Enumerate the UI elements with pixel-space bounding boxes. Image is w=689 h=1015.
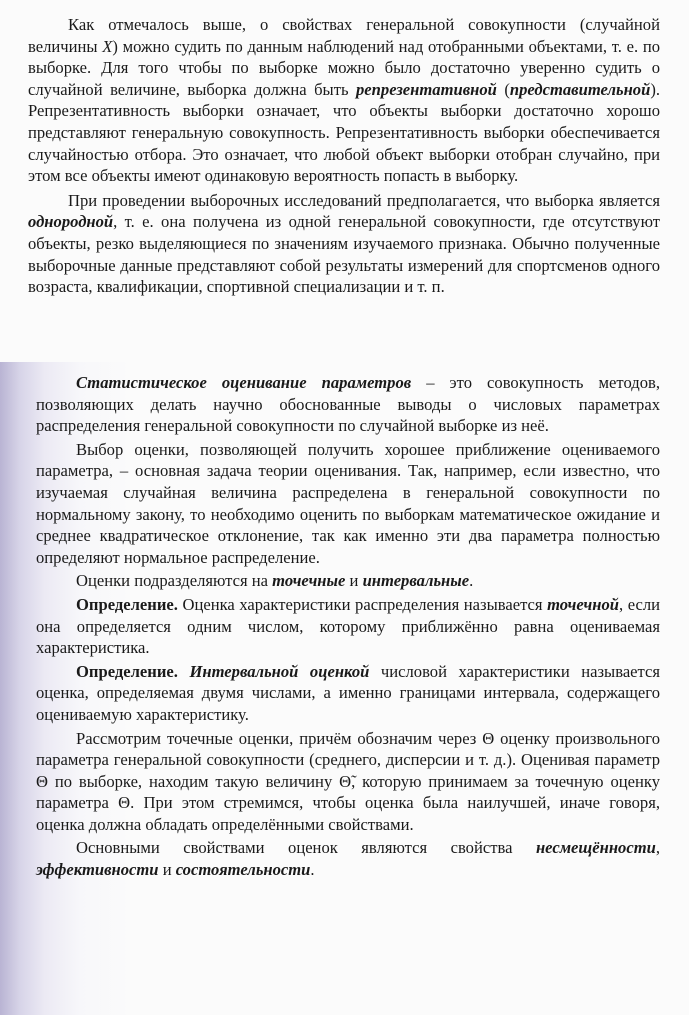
paragraph	[36, 728, 660, 836]
text-run: Определение.	[76, 594, 178, 614]
text-run: При проведении выборочных исследований предполагается, что выборка является	[68, 190, 660, 210]
text-run: .	[469, 571, 474, 591]
text-run: (	[496, 79, 510, 99]
text-run: .	[310, 860, 315, 880]
text-run: состоятельности	[175, 860, 311, 880]
text-run: Как отмечалось выше, о свойствах генеральной совокупности (случайной величины	[28, 15, 660, 56]
text-run: Статистическое оценивание параметров	[76, 373, 412, 392]
paragraph	[36, 661, 660, 726]
bottom-text-block	[36, 372, 660, 883]
paragraph	[28, 190, 660, 298]
text-run: несмещённости	[535, 838, 656, 858]
top-text-block	[28, 14, 660, 298]
paragraph	[28, 14, 660, 187]
text-run: ,	[655, 838, 660, 858]
text-run: Определение.	[76, 661, 178, 681]
paragraph	[36, 439, 660, 569]
paragraph	[36, 837, 660, 880]
text-run: Интервальной оценкой	[189, 661, 370, 681]
text-run: числовой характеристики называется оценка, определяемая двумя числами, а именно границами интервала, содержащего оцениваемую характеристику.	[36, 661, 661, 724]
text-run: ) можно судить по данным наблюдений над отобранными объектами, т. е. по выборке. Для того чтобы по выборке можно было достаточно уверенно судить о случайной величине, выборка должна быть	[28, 36, 660, 99]
text-run: – это совокупность методов, позволяющих делать научно обоснованные выводы о числовых параметрах распределения генеральной совокупности по случайной выборке из неё.	[36, 373, 660, 436]
text-run: эффективности	[36, 860, 159, 880]
text-run: Выбор оценки, позволяющей получить хорошее приближение оцениваемого параметра, – основная задача теории оценивания. Так, например, если известно, что изучаемая случайная величина распределена в генеральной совокупности по нормальному закону, то необходимо оценить по выборкам математическое ожидание и среднее квадратическое отклонение, так как именно эти два параметра полностью определяют нормальное распределение.	[36, 439, 660, 567]
paragraph	[36, 594, 660, 659]
text-run: ). Репрезентативность выборки означает, что объекты выборки достаточно хорошо представляют генеральную совокупность. Репрезентативность выборки обеспечивается случайностью отбора. Это означает, что любой объект выборки отобран случайно, при этом все объекты имеют одинаковую вероятность попасть в выборку.	[28, 79, 660, 186]
text-run	[178, 662, 190, 681]
text-run: однородной	[28, 212, 114, 232]
text-run: Рассмотрим точечные оценки, причём обозначим через Θ оценку произвольного параметра генеральной совокупности (среднего, дисперсии и т. д.). Оценивая параметр Θ по выборке, находим такую величину Θ̃, которую принимаем за точечную оценку параметра Θ. При этом стремимся, чтобы оценка была наилучшей, иначе говоря, оценка должна обладать определёнными свойствами.	[36, 728, 660, 834]
text-run: Оценка характеристики распределения называется	[177, 594, 548, 614]
text-run: интервальные	[362, 571, 470, 591]
text-run: X	[102, 36, 113, 56]
text-run: Основными свойствами оценок являются свойства	[76, 838, 536, 858]
paragraph	[36, 570, 660, 592]
text-run: , т. е. она получена из одной генеральной совокупности, где отсутствуют объекты, резко выделяющиеся по значениям изучаемого признака. Обычно полученные выборочные данные представляют собой результаты измерений для спортсменов одного возраста, квалификации, спортивной специализации и т. п.	[28, 212, 660, 297]
text-run: , если она определяется одним числом, которому приближённо равна оцениваемая характеристика.	[36, 594, 660, 658]
text-run: и	[158, 860, 176, 880]
text-run: представительной	[509, 79, 651, 99]
text-run: и	[345, 571, 363, 591]
paragraph	[36, 372, 660, 437]
text-run: точечной	[547, 594, 619, 614]
text-run: Оценки подразделяются на	[76, 571, 273, 591]
text-run: точечные	[272, 571, 346, 591]
text-run: репрезентативной	[356, 79, 497, 99]
